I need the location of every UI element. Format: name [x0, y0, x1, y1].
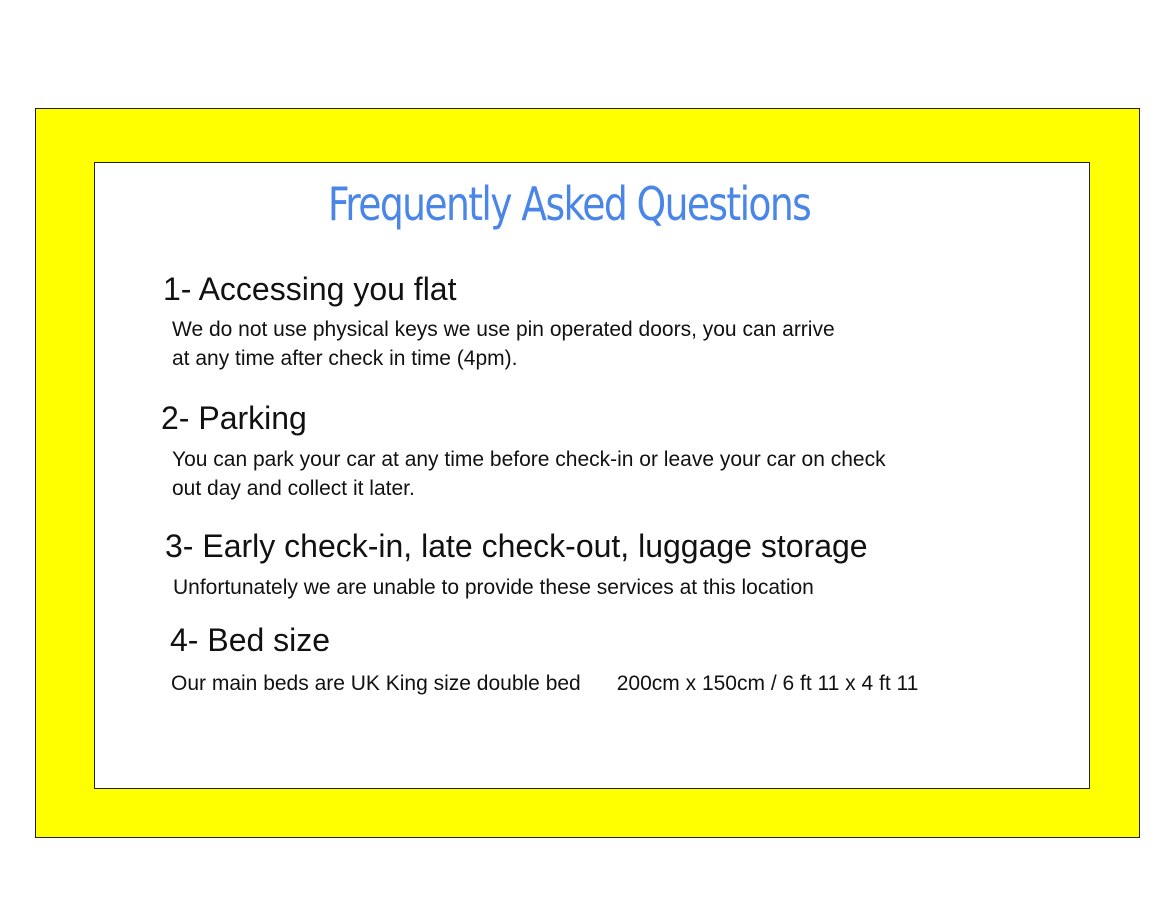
faq-answer-line: Unfortunately we are unable to provide these services at this location: [173, 576, 814, 599]
faq-answer-line: out day and collect it later.: [172, 477, 415, 500]
faq-heading-early-checkin: 3- Early check-in, late check-out, luggage storage: [165, 528, 868, 564]
faq-answer-parking: [172, 445, 886, 503]
faq-answer-line: We do not use physical keys we use pin operated doors, you can arrive: [172, 318, 835, 341]
faq-answer-early-checkin: [173, 573, 814, 602]
bed-description: Our main beds are UK King size double bed: [171, 672, 581, 695]
faq-heading-parking: 2- Parking: [161, 400, 307, 436]
bed-dimensions: 200cm x 150cm / 6 ft 11 x 4 ft 11: [616, 672, 919, 695]
faq-answer-bed-size: [171, 669, 918, 698]
page-title: Frequently Asked Questions: [327, 177, 811, 231]
faq-answer-line: You can park your car at any time before check-in or leave your car on check: [172, 448, 886, 471]
faq-card: [94, 162, 1090, 789]
faq-answer-access: [172, 315, 835, 373]
faq-heading-access: 1- Accessing you flat: [163, 271, 457, 307]
faq-answer-line: at any time after check in time (4pm).: [172, 347, 518, 370]
faq-heading-bed-size: 4- Bed size: [170, 622, 331, 658]
